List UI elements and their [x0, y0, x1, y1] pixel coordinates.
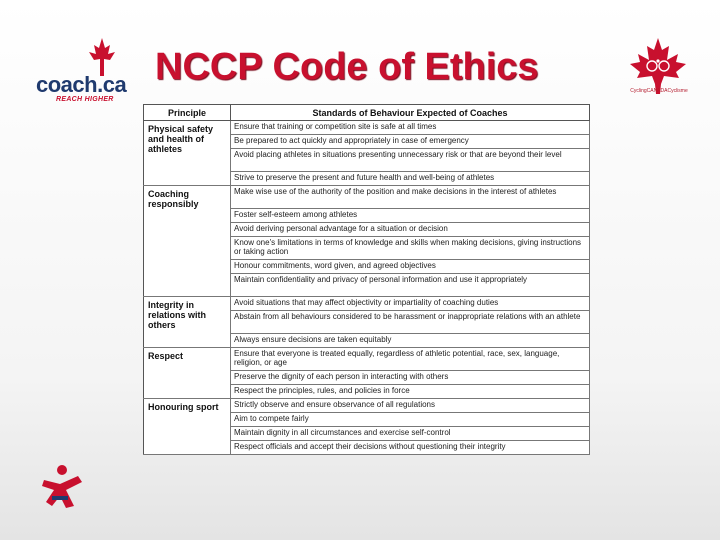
table-row: [144, 121, 590, 135]
standard-cell: Ensure that training or competition site is safe at all times: [231, 121, 590, 135]
standard-cell: Maintain confidentiality and privacy of personal information and use it appropriately: [231, 274, 590, 297]
standard-cell: Foster self-esteem among athletes: [231, 209, 590, 223]
cycling-canada-caption: CyclingCANADACyclisme: [630, 88, 688, 94]
coaching-association-figure-icon: [38, 462, 88, 512]
reach-higher-tagline: REACH HIGHER: [56, 96, 114, 103]
column-header-standards: Standards of Behaviour Expected of Coaches: [231, 105, 590, 121]
principle-cell: Integrity in relations with others: [144, 297, 231, 348]
table-row: [144, 348, 590, 371]
standard-cell: Abstain from all behaviours considered to be harassment or inappropriate relations with an athlete: [231, 311, 590, 334]
standard-cell: Aim to compete fairly: [231, 413, 590, 427]
standard-cell: Honour commitments, word given, and agreed objectives: [231, 260, 590, 274]
table-row: [144, 399, 590, 413]
standard-cell: Strive to preserve the present and future health and well-being of athletes: [231, 172, 590, 186]
standard-cell: Avoid situations that may affect objectivity or impartiality of coaching duties: [231, 297, 590, 311]
principle-cell: Honouring sport: [144, 399, 231, 455]
standard-cell: Respect officials and accept their decisions without questioning their integrity: [231, 441, 590, 455]
standard-cell: Always ensure decisions are taken equitably: [231, 334, 590, 348]
standard-cell: Strictly observe and ensure observance of all regulations: [231, 399, 590, 413]
table-row: [144, 297, 590, 311]
standard-cell: Avoid placing athletes in situations presenting unnecessary risk or that are beyond their level: [231, 149, 590, 172]
standard-cell: Respect the principles, rules, and policies in force: [231, 385, 590, 399]
principle-cell: Physical safety and health of athletes: [144, 121, 231, 186]
coach-ca-logo: [30, 38, 130, 108]
principle-cell: Coaching responsibly: [144, 186, 231, 297]
coach-ca-wordmark: coach.ca: [36, 72, 127, 97]
standard-cell: Know one's limitations in terms of knowledge and skills when making decisions, giving instructions or taking action: [231, 237, 590, 260]
standard-cell: Make wise use of the authority of the position and make decisions in the interest of athletes: [231, 186, 590, 209]
ethics-table: [143, 104, 590, 455]
column-header-principle: Principle: [144, 105, 231, 121]
page-title: NCCP Code of Ethics: [155, 46, 539, 88]
standard-cell: Maintain dignity in all circumstances and exercise self-control: [231, 427, 590, 441]
principle-cell: Respect: [144, 348, 231, 399]
standard-cell: Ensure that everyone is treated equally, regardless of athletic potential, race, sex, language, religion, or age: [231, 348, 590, 371]
table-row: [144, 186, 590, 209]
table-header-row: [144, 105, 590, 121]
standard-cell: Avoid deriving personal advantage for a situation or decision: [231, 223, 590, 237]
standard-cell: Be prepared to act quickly and appropriately in case of emergency: [231, 135, 590, 149]
standard-cell: Preserve the dignity of each person in interacting with others: [231, 371, 590, 385]
